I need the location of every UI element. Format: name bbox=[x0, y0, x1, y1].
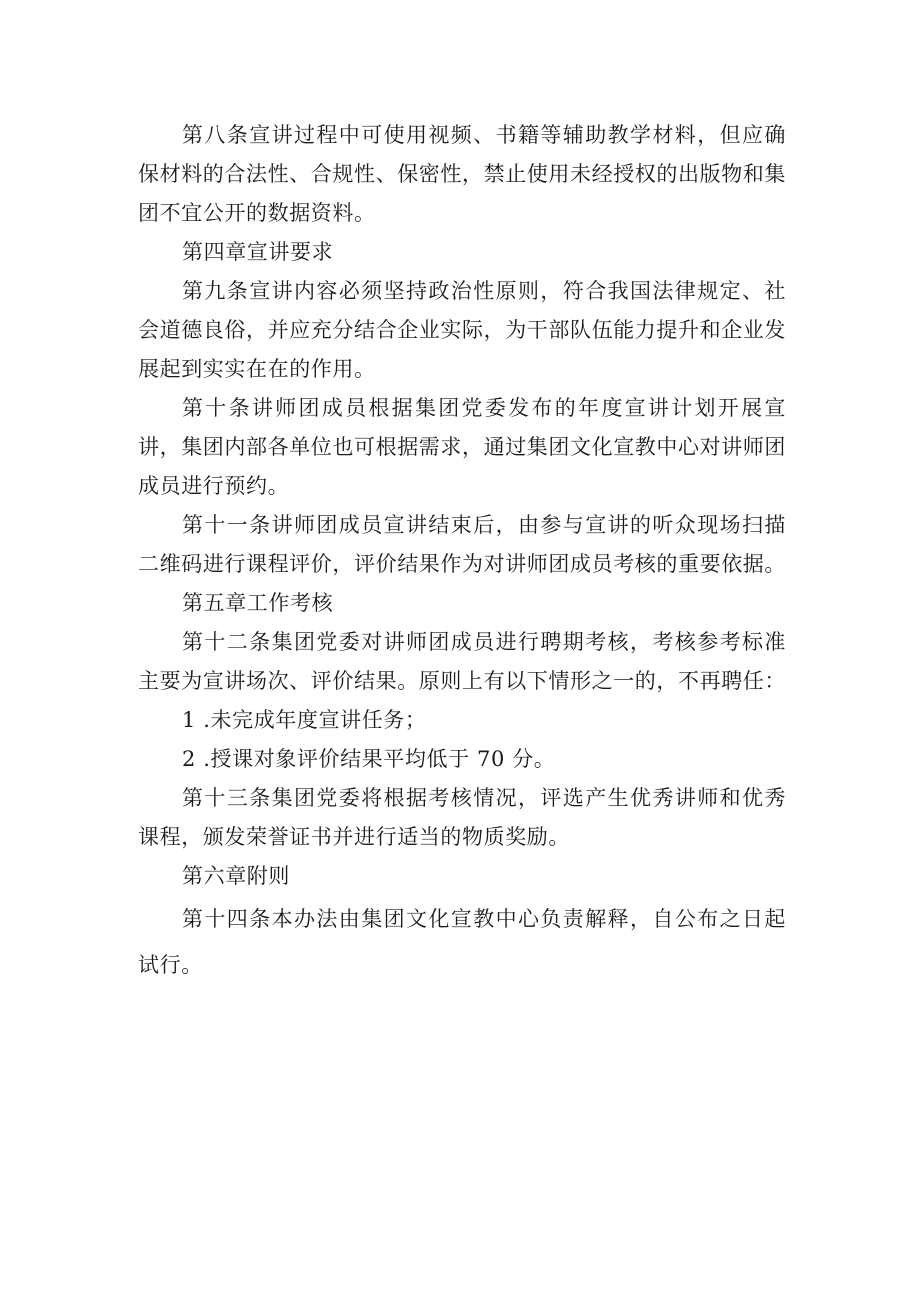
list-item-2: 2 .授课对象评价结果平均低于 70 分。 bbox=[182, 747, 556, 771]
chapter-4-heading: 第四章宣讲要求 bbox=[182, 240, 334, 264]
article-12-paragraph: 第十二条集团党委对讲师团成员进行聘期考核，考核参考标准主要为宣讲场次、评价结果。原则上有以下情形之一的，不再聘任： bbox=[138, 630, 786, 693]
document-body bbox=[138, 116, 786, 988]
article-8-paragraph: 第八条宣讲过程中可使用视频、书籍等辅助教学材料，但应确保材料的合法性、合规性、保密性，禁止使用未经授权的出版物和集团不宜公开的数据资料。 bbox=[138, 123, 786, 225]
article-10-paragraph: 第十条讲师团成员根据集团党委发布的年度宣讲计划开展宣讲，集团内部各单位也可根据需求，通过集团文化宣教中心对讲师团成员进行预约。 bbox=[138, 396, 786, 498]
chapter-5-heading: 第五章工作考核 bbox=[182, 591, 334, 615]
article-14-paragraph: 第十四条本办法由集团文化宣教中心负责解释，自公布之日起试行。 bbox=[138, 907, 786, 977]
chapter-6-heading: 第六章附则 bbox=[182, 864, 290, 888]
list-item-1: 1 .未完成年度宣讲任务； bbox=[182, 708, 427, 732]
article-13-paragraph: 第十三条集团党委将根据考核情况，评选产生优秀讲师和优秀课程，颁发荣誉证书并进行适当的物质奖励。 bbox=[138, 786, 786, 849]
article-9-paragraph: 第九条宣讲内容必须坚持政治性原则，符合我国法律规定、社会道德良俗，并应充分结合企业实际，为干部队伍能力提升和企业发展起到实实在在的作用。 bbox=[138, 279, 786, 381]
article-11-paragraph: 第十一条讲师团成员宣讲结束后，由参与宣讲的听众现场扫描二维码进行课程评价，评价结果作为对讲师团成员考核的重要依据。 bbox=[138, 513, 786, 576]
